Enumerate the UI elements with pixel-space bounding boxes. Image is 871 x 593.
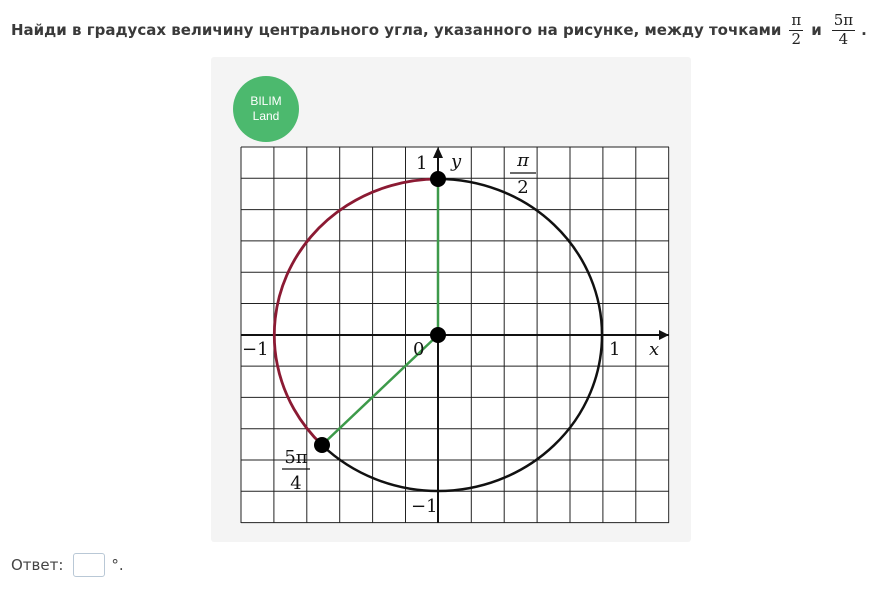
label-pi2-den: 2 — [517, 177, 529, 198]
label-x-minus-1: −1 — [242, 339, 269, 360]
question-end-period: . — [861, 21, 867, 39]
unit-circle-figure — [211, 57, 691, 542]
label-y-1: 1 — [416, 153, 428, 174]
label-pi2-num: π — [517, 150, 529, 171]
label-x-axis: x — [649, 339, 660, 360]
answer-input[interactable] — [73, 553, 105, 577]
logo-text-bilim: BILIM — [250, 94, 282, 108]
label-y-axis: y — [451, 151, 462, 172]
origin-point — [430, 327, 446, 343]
question-text — [11, 8, 867, 52]
point-pi-over-2 — [430, 171, 446, 187]
conjunction: и — [811, 21, 822, 39]
label-origin: 0 — [413, 339, 425, 360]
fraction-pi-over-2: $\frac{\pi}{2}$ — [791, 11, 802, 48]
figure-card — [211, 57, 691, 542]
degree-unit: °. — [111, 556, 124, 574]
fraction-5pi-over-4: $\frac{5\pi}{4}$ — [833, 11, 854, 48]
label-5pi4-num: 5π — [284, 447, 308, 468]
question-sentence: Найди в градусах величину центрального угла, указанного на рисунке, между точками — [11, 21, 782, 39]
point-5pi-over-4 — [314, 437, 330, 453]
bilimland-logo — [233, 76, 299, 142]
label-5pi4-den: 4 — [290, 473, 302, 494]
label-y-minus-1: −1 — [411, 496, 438, 517]
label-x-1: 1 — [609, 339, 621, 360]
answer-label: Ответ: — [11, 556, 64, 574]
logo-text-land: Land — [252, 109, 280, 123]
answer-row — [11, 551, 124, 579]
